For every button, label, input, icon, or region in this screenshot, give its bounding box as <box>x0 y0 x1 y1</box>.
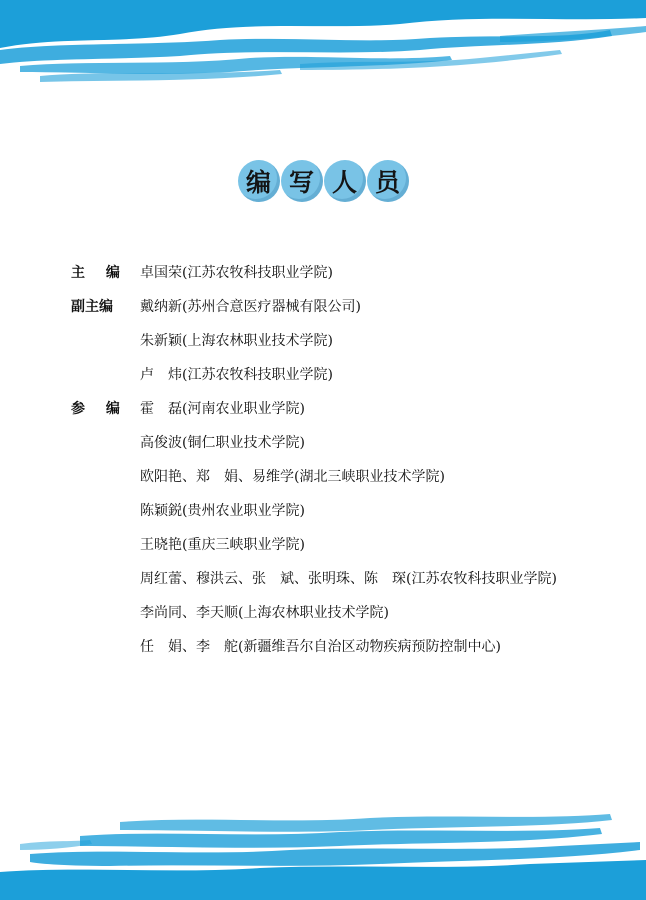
entry-text: 欧阳艳、郑 娟、易维学(湖北三峡职业技术学院) <box>140 469 445 485</box>
role-label-deputy-editor: 副主编 <box>71 299 113 315</box>
title-char: 员 <box>367 160 409 202</box>
entry-text: 高俊波(铜仁职业技术学院) <box>140 435 305 451</box>
entry-text: 霍 磊(河南农业职业学院) <box>140 401 305 417</box>
entry-text: 任 娟、李 舵(新疆维吾尔自治区动物疾病预防控制中心) <box>140 639 501 655</box>
entry-text: 戴纳新(苏州合意医疗器械有限公司) <box>140 299 361 315</box>
title-char: 人 <box>324 160 366 202</box>
page-title <box>0 160 646 202</box>
entry-text: 李尚同、李天顺(上海农林职业技术学院) <box>140 605 389 621</box>
entry-text: 卢 炜(江苏农牧科技职业学院) <box>140 367 333 383</box>
top-brush-decoration <box>0 0 646 100</box>
title-char: 编 <box>238 160 280 202</box>
role-label-contributors: 参 编 <box>71 401 128 417</box>
title-char: 写 <box>281 160 323 202</box>
role-label-chief-editor: 主 编 <box>71 265 128 281</box>
entry-text: 周红蕾、穆洪云、张 斌、张明珠、陈 琛(江苏农牧科技职业学院) <box>140 571 557 587</box>
bottom-brush-decoration <box>0 800 646 900</box>
entry-text: 卓国荣(江苏农牧科技职业学院) <box>140 265 333 281</box>
entry-text: 朱新颖(上海农林职业技术学院) <box>140 333 333 349</box>
entry-text: 王晓艳(重庆三峡职业学院) <box>140 537 305 553</box>
entry-text: 陈颖鋭(贵州农业职业学院) <box>140 503 305 519</box>
